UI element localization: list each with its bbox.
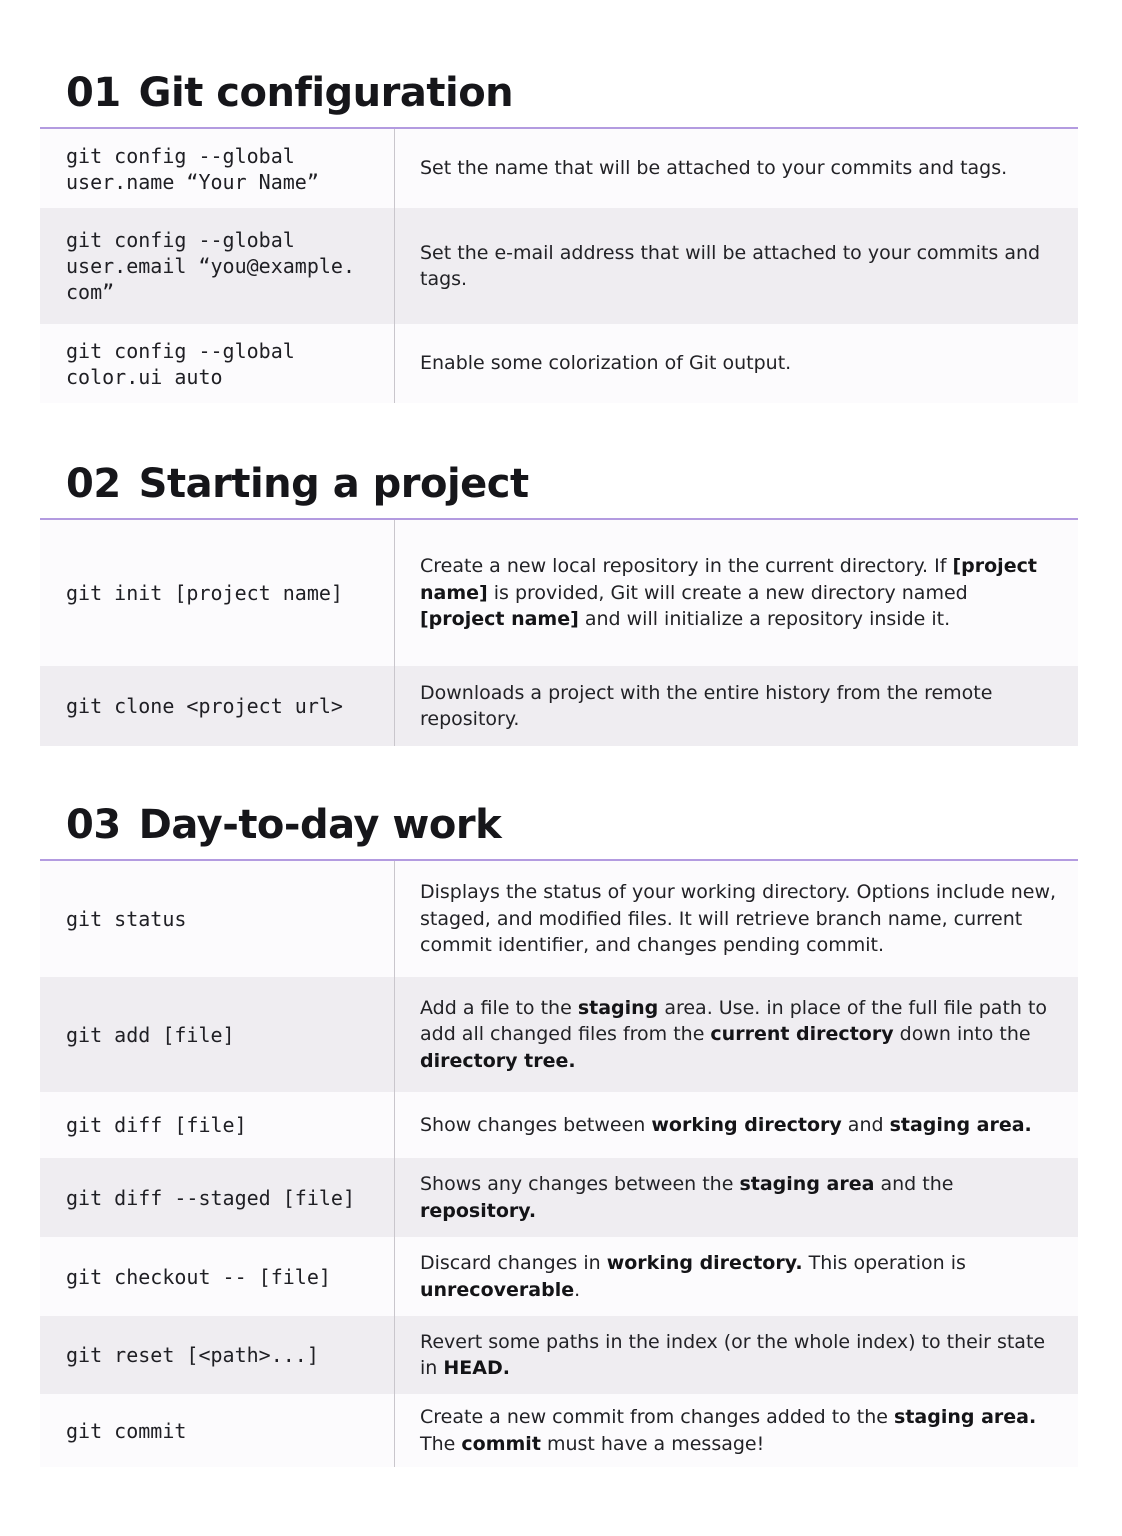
command-cell: git commit xyxy=(40,1394,395,1467)
table-row xyxy=(40,1237,1078,1316)
command-cell: git config --global user.email “you@example. com” xyxy=(40,208,395,324)
description-segment: Shows any changes between the xyxy=(420,1173,740,1195)
description-cell xyxy=(395,1092,1078,1158)
description-emphasis: staging xyxy=(577,996,659,1019)
description-text xyxy=(420,1171,1058,1224)
description-text xyxy=(420,1250,1058,1303)
description-segment: Add a file to the xyxy=(420,996,578,1019)
description-segment: The xyxy=(420,1432,462,1455)
table-row xyxy=(40,1316,1078,1394)
description-segment: Revert some paths in the index (or the whole index) to their state in xyxy=(420,1330,1046,1379)
description-segment: and xyxy=(841,1113,890,1136)
description-segment: down into the xyxy=(893,1023,1031,1046)
table-row xyxy=(40,520,1078,666)
description-segment: . xyxy=(574,1278,581,1301)
description-emphasis: working directory. xyxy=(606,1252,803,1274)
table-row xyxy=(40,977,1078,1092)
description-emphasis: [project name] xyxy=(420,555,1037,604)
table-row xyxy=(40,1394,1078,1467)
table-row xyxy=(40,1158,1078,1237)
description-segment: Set the e-mail address that will be attached to your commits and tags. xyxy=(420,241,1041,290)
description-emphasis: staging area. xyxy=(894,1406,1037,1428)
table-row xyxy=(40,666,1078,746)
section-title xyxy=(66,461,529,507)
description-cell xyxy=(395,324,1078,403)
command-cell: git reset [<path>...] xyxy=(40,1316,395,1394)
table-row xyxy=(40,861,1078,977)
command-cell: git checkout -- [file] xyxy=(40,1237,395,1316)
description-text xyxy=(420,879,1058,959)
command-cell: git diff --staged [file] xyxy=(40,1158,395,1237)
description-cell xyxy=(395,861,1078,977)
description-text xyxy=(420,995,1058,1075)
command-cell: git status xyxy=(40,861,395,977)
description-cell xyxy=(395,977,1078,1092)
description-segment: and will initialize a repository inside it. xyxy=(578,608,951,631)
description-emphasis: commit xyxy=(461,1432,541,1455)
description-segment: Create a new commit from changes added to the xyxy=(420,1406,895,1428)
description-emphasis: HEAD. xyxy=(443,1357,510,1379)
description-cell xyxy=(395,1158,1078,1237)
section-heading: Starting a project xyxy=(138,461,529,507)
description-segment: Show changes between xyxy=(420,1113,652,1136)
description-segment: Set the name that will be attached to your commits and tags. xyxy=(420,157,1008,180)
description-emphasis: staging area xyxy=(739,1173,875,1195)
table-row xyxy=(40,1092,1078,1158)
description-segment: area. Use. in place of the full file path to add all changed files from the xyxy=(420,996,1048,1046)
description-cell xyxy=(395,1316,1078,1394)
description-text xyxy=(420,553,1058,633)
description-text xyxy=(420,240,1058,293)
description-emphasis: working directory xyxy=(651,1113,842,1136)
section-number: 02 xyxy=(66,461,121,507)
description-cell xyxy=(395,666,1078,746)
description-segment: This operation is xyxy=(802,1252,966,1274)
description-emphasis: [project name] xyxy=(420,608,579,631)
command-cell: git add [file] xyxy=(40,977,395,1092)
table-row xyxy=(40,208,1078,324)
section-number: 01 xyxy=(66,70,121,116)
description-emphasis: unrecoverable xyxy=(420,1278,575,1301)
table-row xyxy=(40,129,1078,208)
description-cell xyxy=(395,520,1078,666)
description-text xyxy=(420,1404,1058,1457)
command-cell: git init [project name] xyxy=(40,520,395,666)
description-text xyxy=(420,1112,1032,1139)
section-title xyxy=(66,802,501,848)
section-heading: Git configuration xyxy=(138,70,514,116)
description-segment: Create a new local repository in the current directory. If xyxy=(420,555,953,578)
command-cell: git config --global color.ui auto xyxy=(40,324,395,403)
description-segment: Discard changes in xyxy=(420,1252,607,1274)
description-text xyxy=(420,350,791,377)
description-segment: Displays the status of your working directory. Options include new, staged, and modified files. It will retrieve branch name, current commit identifier, and changes pending commit. xyxy=(420,881,1057,957)
description-cell xyxy=(395,129,1078,208)
section-number: 03 xyxy=(66,802,121,848)
description-cell xyxy=(395,208,1078,324)
description-text xyxy=(420,680,1058,733)
description-text xyxy=(420,1329,1058,1382)
description-segment: and the xyxy=(874,1173,954,1195)
section-title xyxy=(66,70,513,116)
description-segment: Downloads a project with the entire history from the remote repository. xyxy=(420,681,993,730)
description-emphasis: directory tree. xyxy=(420,1049,576,1072)
description-cell xyxy=(395,1394,1078,1467)
description-emphasis: current directory xyxy=(710,1023,894,1046)
description-emphasis: repository. xyxy=(420,1199,537,1222)
section-heading: Day-to-day work xyxy=(138,802,502,848)
description-cell xyxy=(395,1237,1078,1316)
command-cell: git diff [file] xyxy=(40,1092,395,1158)
description-emphasis: staging area. xyxy=(889,1113,1032,1136)
command-cell: git clone <project url> xyxy=(40,666,395,746)
command-cell: git config --global user.name “Your Name” xyxy=(40,129,395,208)
description-segment: is provided, Git will create a new directory named xyxy=(487,581,968,604)
description-segment: must have a message! xyxy=(540,1432,765,1455)
description-segment: Enable some colorization of Git output. xyxy=(420,352,792,375)
table-row xyxy=(40,324,1078,403)
description-text xyxy=(420,155,1007,182)
